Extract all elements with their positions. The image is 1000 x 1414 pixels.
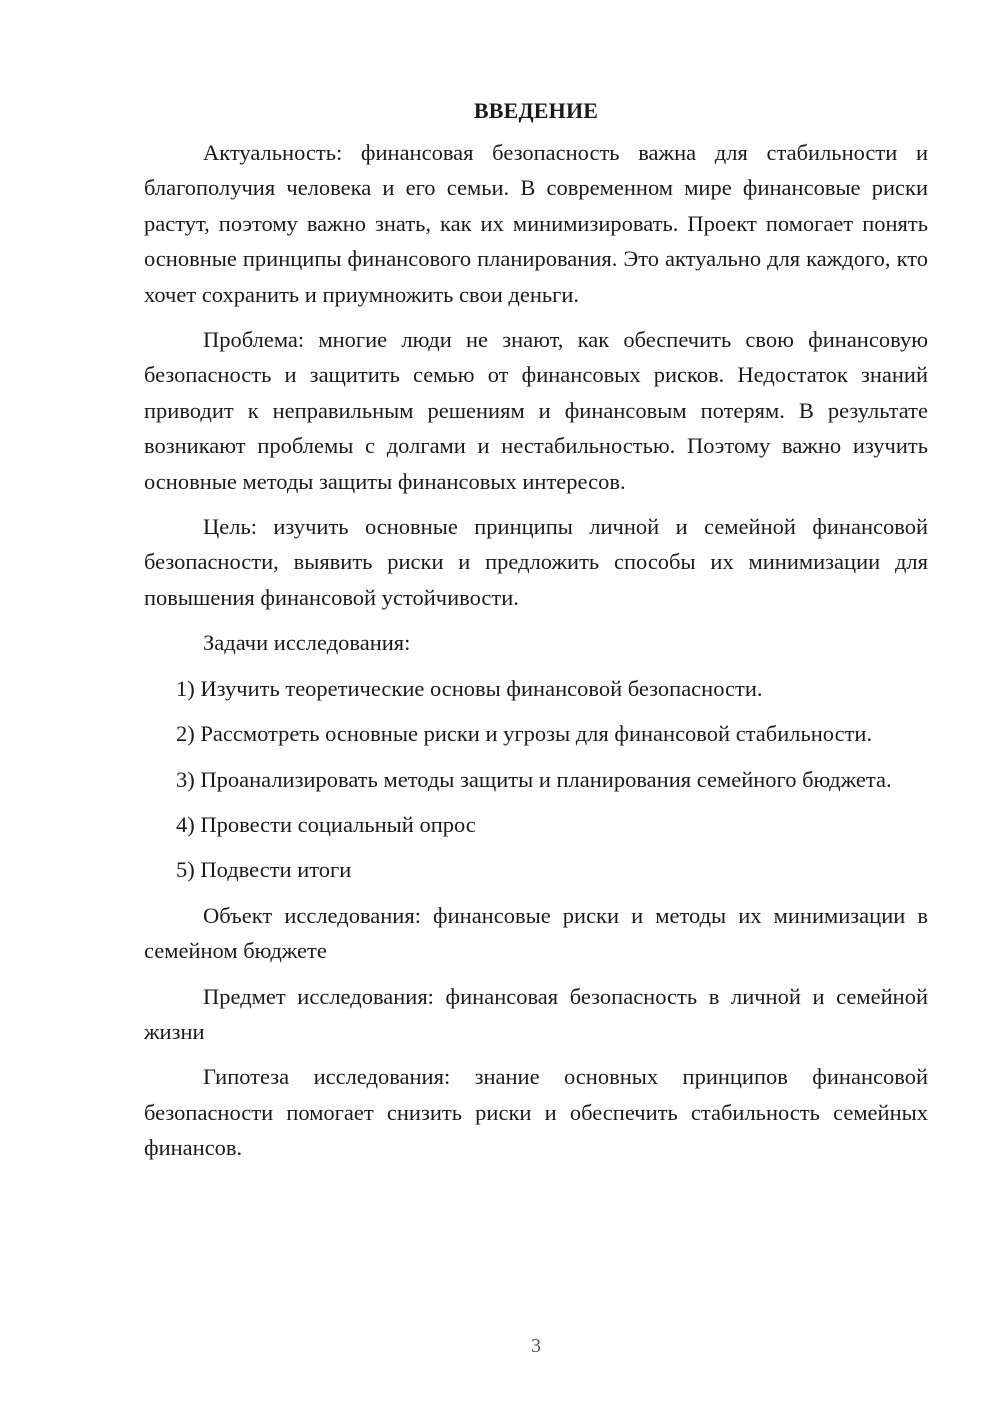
problem-paragraph: Проблема: многие люди не знают, как обеспечить свою финансовую безопасность и защитить семью от финансовых рисков. Недостаток знаний приводит к неправильным решениям и финансовым потерям. В результате возникают проблемы с долгами и нестабильностью. Поэтому важно изучить основные методы защиты финансовых интересов. <box>144 327 928 494</box>
page-title: ВВЕДЕНИЕ <box>473 98 599 123</box>
task-item-2: 2) Рассмотреть основные риски и угрозы для финансовой стабильности. <box>176 721 873 747</box>
task-item-5: 5) Подвести итоги <box>176 857 352 883</box>
task-item-4: 4) Провести социальный опрос <box>176 811 476 837</box>
document-body <box>144 95 928 1166</box>
relevance-paragraph: Актуальность: финансовая безопасность важна для стабильности и благополучия человека и его семьи. В современном мире финансовые риски растут, поэтому важно знать, как их минимизировать. Проект помогает понять основные принципы финансового планирования. Это актуально для каждого, кто хочет сохранить и приумножить свои деньги. <box>144 140 928 307</box>
tasks-heading: Задачи исследования: <box>203 630 411 656</box>
hypothesis-paragraph: Гипотеза исследования: знание основных принципов финансовой безопасности помогает снизить риски и обеспечить стабильность семейных финансов. <box>144 1064 928 1161</box>
object-paragraph: Объект исследования: финансовые риски и методы их минимизации в семейном бюджете <box>144 902 928 964</box>
task-item-1: 1) Изучить теоретические основы финансовой безопасности. <box>176 675 763 701</box>
subject-paragraph: Предмет исследования: финансовая безопасность в личной и семейной жизни <box>144 983 928 1044</box>
page-number: 3 <box>531 1335 541 1357</box>
task-item-3: 3) Проанализировать методы защиты и планирования семейного бюджета. <box>176 766 892 792</box>
goal-paragraph: Цель: изучить основные принципы личной и семейной финансовой безопасности, выявить риски и предложить способы их минимизации для повышения финансовой устойчивости. <box>144 514 928 610</box>
